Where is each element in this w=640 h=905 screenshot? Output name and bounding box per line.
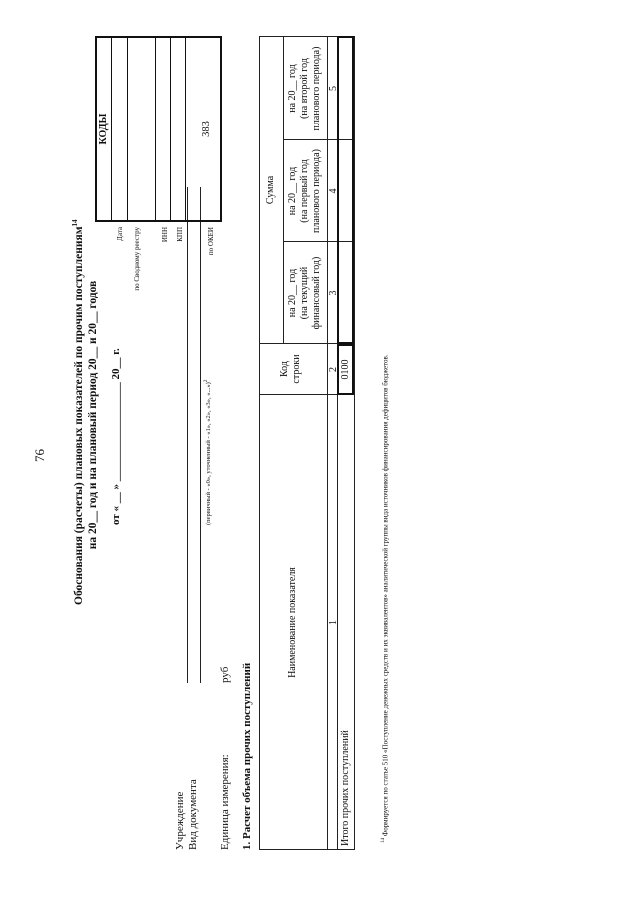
institution-line: [187, 187, 188, 683]
code-label-okei: по ОКЕИ: [207, 227, 215, 256]
section-title: 1. Расчет объема прочих поступлений: [241, 662, 253, 850]
code-label-registry: по Сводному реестру: [133, 227, 141, 291]
okei-code-value: 383: [201, 121, 212, 137]
form-title: [68, 219, 100, 605]
total-row-code: 0100: [340, 359, 351, 380]
doc-type-line: [200, 187, 201, 683]
title-footnote-mark: 14: [71, 219, 79, 227]
unit-label: Единица измерения:: [219, 754, 231, 850]
code-label-kpp: КПП: [176, 227, 184, 242]
footnote: $^{14}$ Формируется по статье 510 «Поступление денежных средств и их эквивалентов» аналитической группы вида источников финансирования дефицитов бюджетов.: [381, 354, 390, 843]
total-sum-box: [337, 36, 354, 344]
doc-type-label: Вид документа: [187, 779, 199, 850]
header-sum: Сумма: [265, 175, 276, 205]
title-line-2: на 20__ год и на плановый период 20__ и 20__ годов: [86, 280, 99, 550]
other-revenue-table: [259, 36, 355, 850]
institution-label: Учреждение: [174, 791, 186, 850]
date-line: от « __ » __________________ 20__ г.: [110, 348, 122, 525]
col-number-5: 5: [328, 86, 339, 91]
col-number-2: 2: [328, 367, 339, 372]
col-number-3: 3: [328, 290, 339, 296]
header-indicator-name: Наименование показателя: [287, 567, 298, 678]
col-number-4: 4: [328, 188, 339, 194]
code-label-date: Дата: [116, 227, 124, 241]
header-year-first-plan: на 20__ год (на первый год планового периода): [287, 149, 322, 233]
code-label-inn: ИНН: [161, 227, 169, 243]
unit-value: руб: [219, 666, 231, 683]
title-line-1: Обоснования (расчеты) плановых показателей по прочим поступлениям: [72, 226, 85, 605]
header-year-current: на 20__ год (на текущий финансовый год): [287, 256, 322, 330]
doc-type-hint: (первичный - «0», уточненный - «1», «2», «3», «...»)$^2$: [203, 379, 213, 525]
codes-header: КОДЫ: [97, 38, 112, 220]
total-row-label: Итого прочих поступлений: [340, 730, 351, 846]
header-row-code: Код строки: [279, 354, 302, 384]
page-number: 76: [32, 449, 47, 462]
col-number-1: 1: [328, 620, 339, 625]
codes-box: [95, 36, 222, 222]
header-year-second-plan: на 20__ год (на второй год планового периода): [287, 46, 322, 131]
